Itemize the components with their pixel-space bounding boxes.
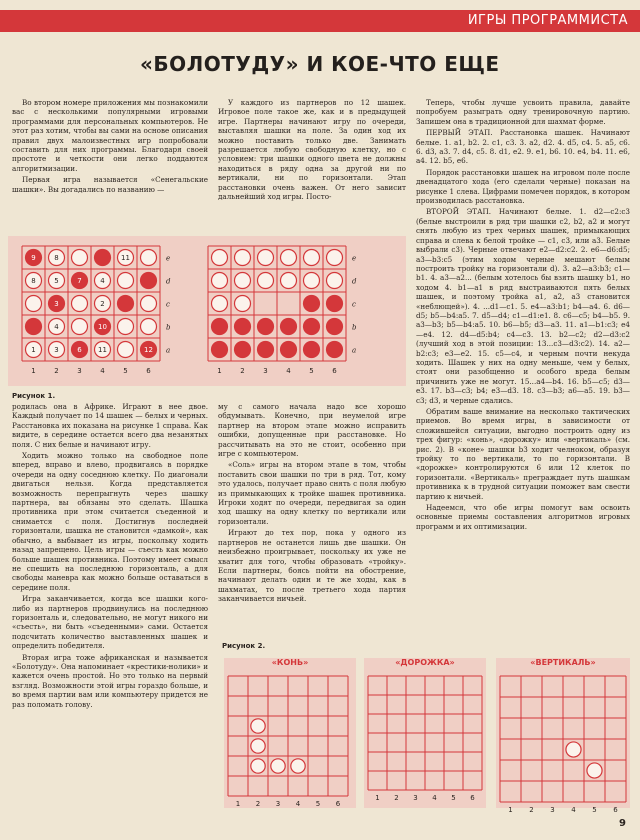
figure-1	[8, 236, 406, 386]
paragraph: ПЕРВЫЙ ЭТАП. Расстановка шашек. Начинают белые. 1. а1, b2. 2. с1, с3. 3. а2, d2. 4. d5, с4. 5. а5, с6. 6. d3, а3. 7. d4, с5. 8. d1, е2. 9. е1, b6. 10. е4, b4. 11. е6, а4. 12. b5, е6.	[416, 128, 630, 166]
column-label: 2	[255, 800, 261, 808]
column-label: 1	[31, 367, 36, 375]
column-label: 1	[217, 367, 222, 375]
column-second-stage	[218, 402, 406, 638]
row-label: е	[352, 254, 357, 263]
paragraph: Порядок расстановки шашек на игровом поле после двенадцатого хода (его сделали черные) показан на рисунке 1 слева. Цифрами помечен порядок, в котором производилась расстановка.	[416, 167, 630, 206]
figure-2-board-vertikal	[496, 658, 630, 814]
white-checker	[235, 296, 251, 312]
paragraph: «Соль» игры на втором этапе в том, чтобы поставить свои шашки по три в ряд. Тот, кому это удалось, получает право снять с поля любую из примыкающих к тройке шашек противника. Игроки ходят по очереди, передвигая за один ход шашку на одну клетку по вертикали или горизонтали.	[218, 460, 406, 526]
white-checker	[141, 296, 157, 312]
column-label: 2	[54, 367, 59, 375]
column-label: 2	[529, 806, 534, 814]
column-label: 2	[240, 367, 245, 375]
black-checker	[258, 342, 274, 358]
white-checker	[212, 250, 228, 266]
column-label: 6	[470, 794, 475, 802]
black-checker	[235, 319, 251, 335]
white-checker	[258, 250, 274, 266]
column-label: 6	[146, 367, 151, 375]
order-number: 3	[54, 300, 59, 308]
white-checker	[72, 319, 88, 335]
paragraph: Обратим ваше внимание на несколько тактических приемов. Во время игры, в зависимости от сложившейся ситуации, выгодно построить одну из трех фигур: «конь», «дорожку» или «вертикаль» (см. рис. 2). В «коне» шашки b3 ходит челноком, образуя тройку то по вертикали, то по горизонтали. В «дорожке» контролируются 6 или 12 клеток по горизонтали. «Вертикаль» преграждает путь шашкам противника к в трудной ситуации поможет вам свести партию к ничьей.	[416, 407, 630, 501]
paragraph: Играют до тех пор, пока у одного из партнеров не останется лишь две шашки. Он неизбежно проигрывает, поскольку их уже не хватит для того, чтобы образовать «тройку». Если партнеры, боясь пойти на обострение, начинают делать один и те же ходы, как в шахматах, то после третьего хода партия заканчивается ничьей.	[218, 528, 406, 604]
column-label: 4	[432, 794, 437, 802]
row-label: с	[352, 300, 356, 309]
white-checker	[235, 273, 251, 289]
board-kon-grid	[224, 658, 356, 808]
order-number: 5	[54, 277, 59, 285]
order-number: 12	[144, 346, 153, 354]
column-label: 4	[286, 367, 291, 375]
column-rules-start	[218, 98, 406, 224]
order-number: 3	[54, 346, 59, 354]
paragraph: Теперь, чтобы лучше усвоить правила, давайте попробуем разыграть одну тренировочную партию. Запишем она в традиционной для шахмат форме.	[416, 98, 630, 126]
board-title: «КОНЬ»	[271, 658, 309, 667]
column-label: 3	[263, 367, 268, 375]
row-label: b	[352, 323, 357, 332]
black-checker	[212, 319, 228, 335]
column-label: 5	[315, 800, 321, 808]
white-checker	[327, 250, 343, 266]
rubric-title: ИГРЫ ПРОГРАММИСТА	[467, 13, 628, 28]
paragraph: Ходить можно только на свободное поле вперед, вправо и влево, продвигаясь в порядке очереди на одну соседнюю клетку. По диагонали двигаться нельзя. Когда представляется возможность перепрыгнуть через шашку партнера, вы обязаны это сделать. Шашка противника при этом считается съеденной и снимается с поля. Достигнув последней горизонтали, шашка не становится «дамкой», как обычно, а выбывает из игры, поскольку ходить назад запрещено. Цель игры — съесть как можно больше шашек противника. Поэтому имеет смысл не спешить на последнюю горизонталь, а для свободы маневра как можно больше оставаться в середине поля.	[12, 451, 208, 592]
order-number: 11	[121, 254, 130, 262]
paragraph: Надеемся, что обе игры помогут вам освоить основные приемы составления алгоритмов игровых программ и их оптимизации.	[416, 503, 630, 531]
column-label: 1	[508, 806, 513, 814]
column-label: 4	[295, 800, 301, 808]
black-checker	[327, 319, 343, 335]
right-board	[208, 246, 357, 375]
paragraph: У каждого из партнеров по 12 шашек. Игровое поле такое же, как и в предыдущей игре. Партнеры начинают игру по очереди, выставляя шашки на поле. За один ход их можно поставить только две. Занимать разрешается любую свободную клетку, но с условием: три шашки одного цвета не должны находиться в ряду одна за другой ни по вертикали, ни по горизонтали. Этап расстановки очень важен. От него зависит дальнейший ход игры. Посто-	[218, 98, 406, 202]
paragraph: му с самого начала надо все хорошо обдумывать. Конечно, при неумелой игре партнер на втором этапе можно исправить ошибки, допущенные при расстановке. Но рассчитывать на это не стоит, особенно при игре с компьютером.	[218, 402, 406, 459]
figure-1-caption: Рисунок 1.	[12, 392, 56, 400]
board-dorozhka-grid	[364, 658, 486, 808]
black-checker	[141, 273, 157, 289]
row-label: а	[166, 346, 171, 355]
paragraph: Игра заканчивается, когда все шашки кого-либо из партнеров продвинулись на последнюю горизонталь и, следовательно, не могут никого ни «съесть», ни быть «съеденными» сами. Остается подсчитать количество выставленных шашек и определить победителя.	[12, 594, 208, 651]
column-label: 3	[77, 367, 82, 375]
left-board	[22, 246, 171, 375]
white-checker	[587, 763, 602, 778]
column-intro	[12, 98, 208, 224]
order-number: 9	[31, 254, 36, 262]
paragraph: Вторая игра тоже африканская и называется «Болотуду». Она напоминает «крестики-нолики» и кажется очень простой. Но это только на первый взгляд. Возможности этой игры гораздо больше, и во время партии вам или компьютеру придется не раз поломать голову.	[12, 652, 208, 709]
board-title: «ВЕРТИКАЛЬ»	[530, 658, 596, 667]
white-checker	[118, 273, 134, 289]
article-title: «БОЛОТУДУ» И КОЕ-ЧТО ЕЩЕ	[140, 52, 500, 76]
row-label: d	[166, 277, 171, 286]
column-label: 6	[613, 806, 618, 814]
column-label: 5	[451, 794, 456, 802]
row-label: b	[166, 323, 171, 332]
white-checker	[566, 742, 581, 757]
order-number: 6	[77, 346, 82, 354]
row-label: а	[352, 346, 357, 355]
order-number: 7	[77, 277, 82, 285]
order-number: 1	[31, 346, 36, 354]
board-vertikal-grid	[496, 658, 630, 814]
column-label: 3	[275, 800, 281, 808]
white-checker	[72, 296, 88, 312]
white-checker	[281, 273, 297, 289]
column-label: 2	[394, 794, 399, 802]
column-label: 4	[571, 806, 576, 814]
figure-1-boards	[8, 236, 406, 386]
order-number: 4	[100, 277, 105, 285]
row-label: d	[352, 277, 357, 286]
paragraph: родилась она в Африке. Играют в нее двое. Каждый получает по 14 шашек — белых и черных. Расстановка их показана на рисунке 1 справа. Как видите, в середине остается всего два незанятых поля. С них белые и начинают игру.	[12, 402, 208, 449]
white-checker	[118, 342, 134, 358]
white-checker	[212, 273, 228, 289]
white-checker	[291, 759, 305, 773]
column-label: 6	[335, 800, 341, 808]
column-senegal-checkers	[12, 402, 208, 822]
white-checker	[118, 319, 134, 335]
order-number: 11	[98, 346, 107, 354]
white-checker	[304, 250, 320, 266]
column-example-game	[416, 98, 630, 650]
order-number: 2	[100, 300, 105, 308]
paragraph: Первая игра называется «Сенегальские шашки». Вы догадались по названию —	[12, 175, 208, 194]
black-checker	[281, 319, 297, 335]
white-checker	[281, 250, 297, 266]
column-label: 5	[123, 367, 128, 375]
white-checker	[141, 319, 157, 335]
black-checker	[235, 342, 251, 358]
paragraph: Во втором номере приложения мы познакомили вас с несколькими популярными игровыми программами для персональных компьютеров. Не этот раз хотим, чтобы вы сами на основе описания правил двух малоизвестных игр попробовали составить для них программы. Благодаря своей простоте и четкости они легко поддаются алгоритмизации.	[12, 98, 208, 173]
black-checker	[258, 319, 274, 335]
column-label: 4	[100, 367, 105, 375]
order-number: 10	[98, 323, 107, 331]
column-label: 1	[235, 800, 241, 808]
board-title: «ДОРОЖКА»	[395, 658, 455, 667]
black-checker	[212, 342, 228, 358]
white-checker	[235, 250, 251, 266]
black-checker	[327, 342, 343, 358]
white-checker	[258, 273, 274, 289]
order-number: 8	[54, 254, 59, 262]
figure-2-board-dorozhka	[364, 658, 486, 808]
black-checker	[304, 296, 320, 312]
column-label: 1	[375, 794, 380, 802]
column-label: 6	[332, 367, 337, 375]
page-number: 9	[619, 818, 626, 829]
white-checker	[26, 296, 42, 312]
white-checker	[212, 296, 228, 312]
white-checker	[141, 250, 157, 266]
order-number: 8	[31, 277, 36, 285]
white-checker	[72, 250, 88, 266]
black-checker	[118, 296, 134, 312]
white-checker	[251, 739, 265, 753]
black-checker	[26, 319, 42, 335]
black-checker	[281, 342, 297, 358]
paragraph: ВТОРОЙ ЭТАП. Начинают белые. 1. d2—с2:с3 (белые выстроили в ряд три шашки с2, b2, а2 и могут снять любую из трех черных шашек, примыкающих справа и слева к белой тройке — с1, с3, или а3. Белые выбрали с3). Черные отвечают е2—d2:с2. 2. е6—d6:d5; а3—b3:с5 (этим ходом черные мешают белым построить тройку на горизонтали d). 3. а2—а3:b3; с1—b1. 4. а3—а2... (белым хотелось бы взять шашку b1, но ходом 4. b1—а1 в ряд выстраиваются пять белых шашек, и поэтому тройка а1, а2, а3 становится «неблющей»). 4. ...d1—с1. 5. е4—а3:b1; b4—а4. 6. d6—d5; b5—b4:а5. 7. d5—d4; с1—d1:е1. 8. с6—с5; b4—b5. 9. а3—b3; b5—b4:а5. 10. b6—b5; d3—а3. 11. а1—b1:с3; е4—е4. 12. d4—d5:b4; с4—с3. 13. b2—с2; d2—d3:с2 (лучший ход в этой позиции: 13...с3—d3:с2). 14. а2—b2:с3; е3—е2. 15. с5—с4, и черным почти некуда ходить. Шашек у них на одну меньше, чем у белых, стоят они разобщенно и особого вреда белым причинить уже не могут. 15...а4—b4. 16. b5—с5; d3—е3. 17. b3—с3; b4; е3—d3. 18. с3—b3; а6—а5. 19. b3—с3; d3, и черные сдались.	[416, 207, 630, 405]
black-checker	[304, 342, 320, 358]
order-number: 4	[54, 323, 59, 331]
column-label: 3	[550, 806, 555, 814]
figure-2-caption: Рисунок 2.	[222, 642, 266, 650]
column-label: 5	[309, 367, 314, 375]
column-label: 5	[592, 806, 597, 814]
black-checker	[327, 296, 343, 312]
row-label: е	[166, 254, 171, 263]
white-checker	[304, 273, 320, 289]
row-label: с	[166, 300, 170, 309]
figure-2-board-kon	[224, 658, 356, 808]
white-checker	[327, 273, 343, 289]
white-checker	[251, 759, 265, 773]
white-checker	[251, 719, 265, 733]
white-checker	[271, 759, 285, 773]
column-label: 3	[413, 794, 418, 802]
black-checker	[95, 250, 111, 266]
black-checker	[304, 319, 320, 335]
